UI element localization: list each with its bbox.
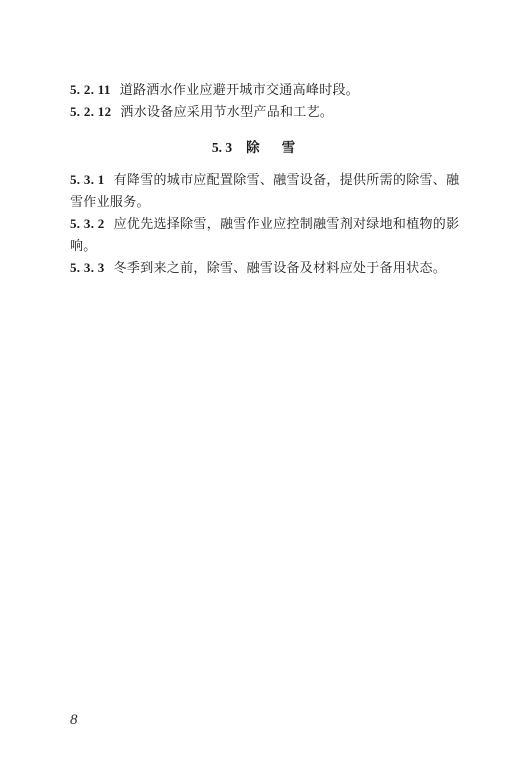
clause-number: 5. 2. 12: [70, 104, 112, 119]
clause-text: 有降雪的城市应配置除雪、融雪设备，提供所需的除雪、融雪作业服务。: [70, 173, 460, 210]
page-number: 8: [70, 712, 78, 728]
clause-text: 洒水设备应采用节水型产品和工艺。: [120, 105, 334, 120]
clause-5-3-2: [70, 213, 470, 258]
clause-text: 道路洒水作业应避开城市交通高峰时段。: [119, 83, 360, 98]
clause-number: 5. 3. 2: [70, 216, 105, 231]
clause-text: 冬季到来之前，除雪、融雪设备及材料应处于备用状态。: [113, 261, 447, 276]
clause-number: 5. 3. 1: [70, 172, 105, 187]
section-heading: [0, 137, 529, 159]
clause-5-3-3: [70, 257, 470, 280]
section-title-text: 除雪: [246, 140, 318, 156]
clause-number: 5. 3. 3: [70, 260, 105, 275]
clause-5-2-11: [70, 79, 470, 102]
clause-5-2-12: [70, 101, 470, 124]
section-number: 5. 3: [211, 140, 233, 155]
clause-5-3-1: [70, 169, 470, 214]
clause-text: 应优先选择除雪，融雪作业应控制融雪剂对绿地和植物的影响。: [70, 217, 460, 254]
clause-number: 5. 2. 11: [70, 82, 111, 97]
